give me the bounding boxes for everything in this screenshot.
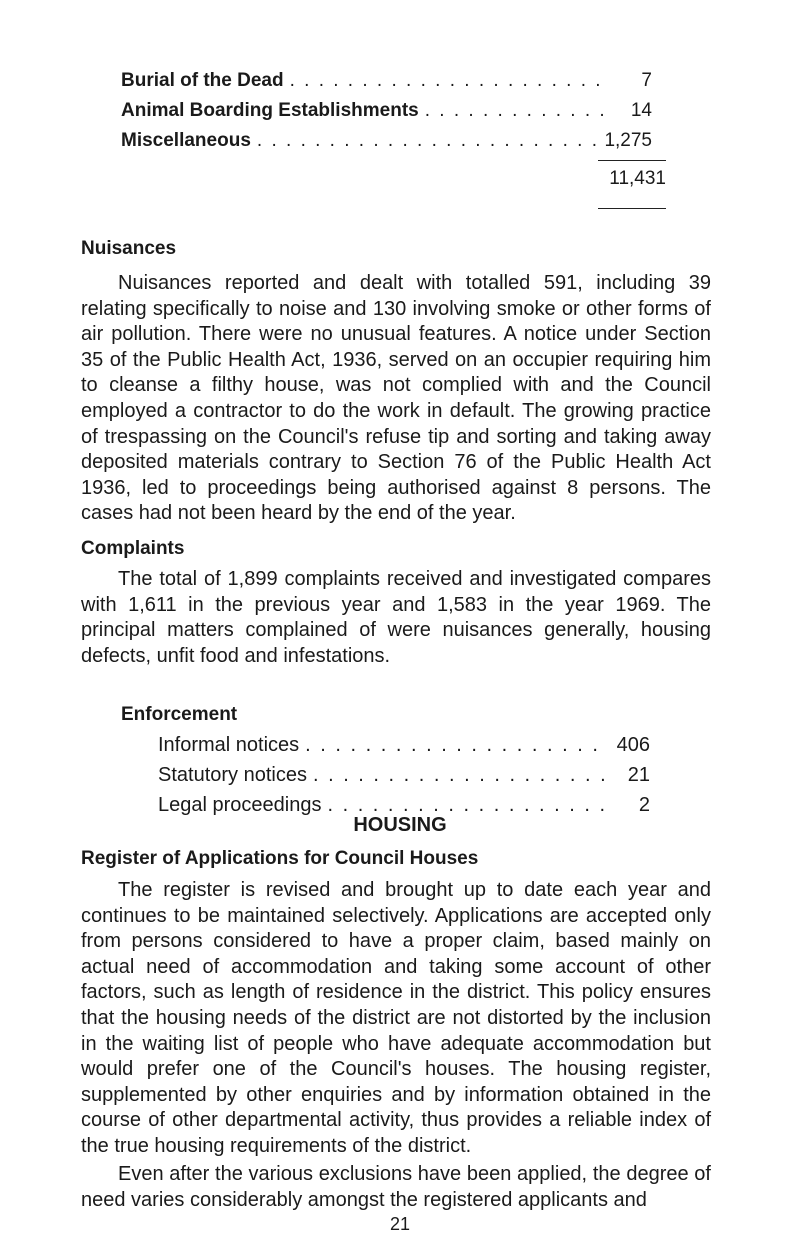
nuisances-heading: Nuisances bbox=[81, 238, 177, 259]
summary-row-animal-boarding bbox=[121, 100, 652, 122]
total-rule-top bbox=[598, 160, 666, 161]
leader-dots bbox=[290, 70, 606, 92]
enforcement-row-statutory bbox=[158, 764, 650, 787]
summary-row-miscellaneous bbox=[121, 130, 652, 152]
summary-row-burial bbox=[121, 70, 652, 92]
leader-dots bbox=[313, 764, 604, 787]
total-rule-bottom bbox=[598, 208, 666, 209]
summary-label: Miscellaneous bbox=[121, 130, 251, 151]
enforcement-label: Statutory notices bbox=[158, 764, 307, 786]
enforcement-value: 21 bbox=[627, 764, 650, 786]
enforcement-row-informal bbox=[158, 734, 650, 757]
summary-label: Animal Boarding Establishments bbox=[121, 100, 419, 121]
summary-value: 14 bbox=[630, 100, 652, 121]
enforcement-value: 2 bbox=[638, 794, 650, 816]
summary-label: Burial of the Dead bbox=[121, 70, 284, 91]
enforcement-value: 406 bbox=[616, 734, 650, 756]
summary-value: 7 bbox=[641, 70, 652, 91]
summary-value: 1,275 bbox=[604, 130, 652, 151]
enforcement-label: Legal proceedings bbox=[158, 794, 322, 816]
page-number: 21 bbox=[389, 1214, 411, 1234]
complaints-heading: Complaints bbox=[81, 538, 185, 559]
enforcement-heading: Enforcement bbox=[121, 704, 238, 725]
complaints-paragraph: The total of 1,899 complaints received and investigated compares with 1,611 in the previous year and 1,583 in the year 1969. The principal matters complained of were nuisances generally, housing defects, unfit food and infestations. bbox=[81, 568, 711, 667]
summary-total: 11,431 bbox=[609, 168, 666, 189]
housing-paragraph-1: The register is revised and brought up to date each year and continues to be maintained selectively. Applications are accepted only from persons considered to have a proper claim, based mainly on actual need of accommodation and taking some account of other factors, such as length of residence in the district. This policy ensures that the housing needs of the district are not distorted by the inclusion in the waiting list of people who have adequate accommodation but would prefer one of the Council's houses. The housing register, supplemented by other enquiries and by information obtained in the course of other departmental activity, thus provides a reliable index of the true housing requirements of the district. bbox=[81, 879, 711, 1157]
enforcement-label: Informal notices bbox=[158, 734, 300, 756]
leader-dots bbox=[425, 100, 606, 122]
housing-paragraph-2: Even after the various exclusions have been applied, the degree of need varies considerably amongst the registered applicants and bbox=[81, 1163, 711, 1211]
leader-dots bbox=[305, 734, 604, 757]
register-heading: Register of Applications for Council Houses bbox=[81, 848, 479, 869]
leader-dots bbox=[257, 130, 599, 152]
nuisances-paragraph: Nuisances reported and dealt with totalled 591, including 39 relating specifically to noise and 130 involving smoke or other forms of air pollution. There were no unusual features. A notice under Section 35 of the Public Health Act, 1936, served on an occupier requiring him to cleanse a filthy house, was not complied with and the Council employed a contractor to do the work in default. The growing practice of trespassing on the Council's refuse tip and sorting and taking away deposited materials contrary to Section 76 of the Public Health Act 1936, led to proceedings being authorised against 8 persons. The cases had not been heard by the end of the year. bbox=[81, 272, 711, 525]
housing-title: HOUSING bbox=[353, 814, 447, 836]
